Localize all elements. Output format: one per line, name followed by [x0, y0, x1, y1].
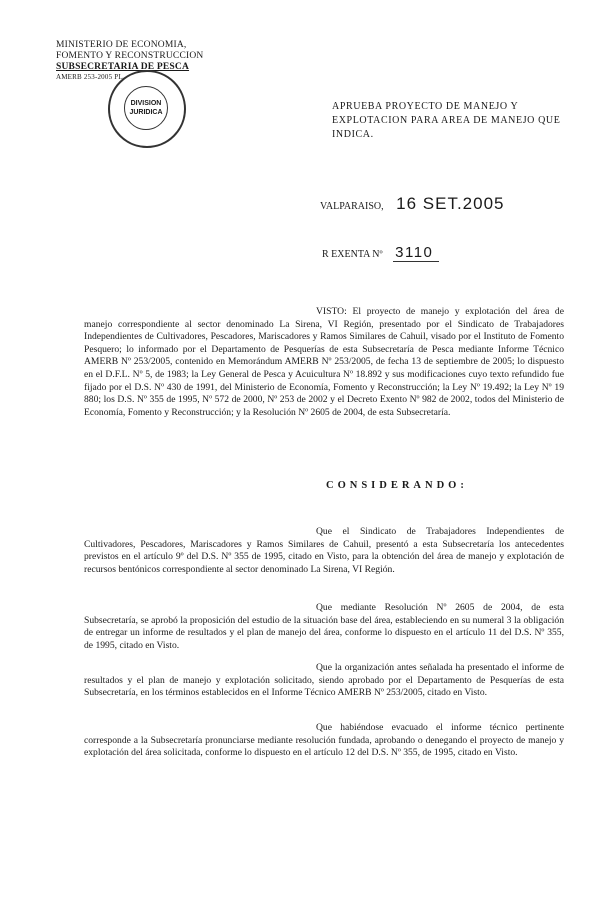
header-line-2: FOMENTO Y RECONSTRUCCION [56, 51, 204, 61]
place: VALPARAISO, [320, 201, 384, 212]
considerando-paragraph-4 [84, 722, 564, 760]
reference-title: APRUEBA PROYECTO DE MANEJO Y EXPLOTACION PARA AREA DE MANEJO QUE INDICA. [332, 101, 561, 140]
exenta-number: 3110 [393, 244, 439, 262]
considerando-paragraph-2 [84, 602, 564, 652]
date: 16 SET.2005 [396, 194, 505, 213]
paragraph-text: Que mediante Resolución Nº 2605 de 2004, de esta Subsecretaría, se aprobó la proposición del estudio de la situación base del área, estableciendo en su numeral 3 la obligación de entregar un informe de resultados y el plan de manejo del área, conforme lo dispuesto en el artículo 11 del D.S. Nº 355, de 1995, citado en Visto. [84, 602, 564, 651]
header-line-1: MINISTERIO DE ECONOMIA, [56, 40, 187, 50]
visto-text: VISTO: El proyecto de manejo y explotación del área de manejo correspondiente al sector denominado La Sirena, VI Región, presentado por el Sindicato de Trabajadores Independientes de Cultivadores, Pescadores, Mariscadores y Ramos Similares de Cahuil, visado por el Instituto de Fomento Pesquero; lo informado por el Departamento de Pesquerías de esta Subsecretaría de Pesca mediante Informe Técnico AMERB Nº 253/2005, contenido en Memorándum AMERB Nº 253/2005, de fecha 13 de septiembre de 2005; lo dispuesto en el D.F.L. Nº 5, de 1983; la Ley General de Pesca y Acuicultura Nº 18.892 y sus modificaciones cuyo texto refundido fue fijado por el D.S. Nº 430 de 1991, del Ministerio de Economía, Fomento y Reconstrucción; la Ley Nº 19.492; la Ley Nº 19 880; los D.S. Nº 355 de 1995, Nº 572 de 2000, Nº 253 de 2002 y el Decreto Exento Nº 982 de 2002, todos del Ministerio de Economía, Fomento y Reconstrucción; y la Resolución Nº 2605 de 2004, de esta Subsecretaría. [84, 306, 564, 418]
resolution-number [322, 244, 439, 261]
paragraph-text: Que el Sindicato de Trabajadores Independientes de Cultivadores, Pescadores, Mariscadores y Ramos Similares de Cahuil, presentó a esta Subsecretaría los antecedentes previstos en el artículo 9º del D.S. Nº 355 de 1995, citado en Visto, para la obtención del área de manejo y explotación de recursos bentónicos correspondiente al sector denominado La Sirena, VI Región. [84, 526, 564, 575]
seal-text: DIVISION JURIDICA [124, 86, 168, 130]
header-line-3: SUBSECRETARIA DE PESCA [56, 62, 190, 72]
exenta-label: R EXENTA Nº [322, 249, 383, 260]
juridica-seal [108, 70, 186, 148]
considerando-paragraph-1 [84, 526, 564, 576]
visto-paragraph [84, 306, 564, 419]
paragraph-text: Que la organización antes señalada ha presentado el informe de resultados y el plan de manejo y explotación solicitado, siendo aprobado por el Departamento de Pesquerías de esta Subsecretaría, en los términos establecidos en el Informe Técnico AMERB Nº 253/2005, citado en Visto. [84, 662, 564, 699]
paragraph-text: Que habiéndose evacuado el informe técnico pertinente corresponde a la Subsecretaría pronunciarse mediante resolución fundada, aprobando o denegando el proyecto de manejo y explotación del área solicitada, conforme lo dispuesto en el artículo 12 del D.S. Nº 355, de 1995, citado en Visto. [84, 722, 564, 759]
place-date [320, 194, 505, 214]
considerando-paragraph-3 [84, 662, 564, 700]
considerando-title: CONSIDERANDO: [326, 480, 468, 491]
header-line-4: AMERB 253-2005 PL [56, 73, 123, 81]
